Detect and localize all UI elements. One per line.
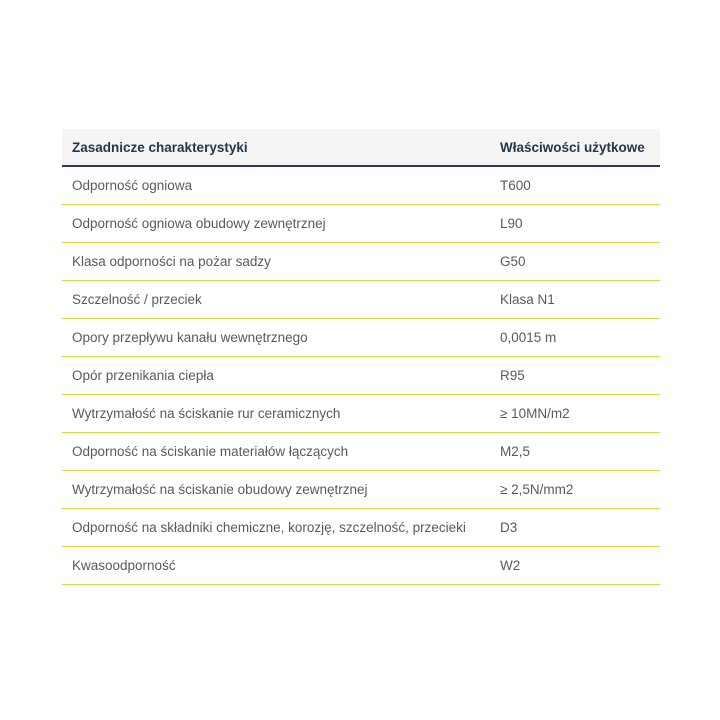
- table-row: [62, 357, 660, 395]
- characteristic-cell: Odporność na ściskanie materiałów łączących: [62, 433, 492, 471]
- performance-cell: ≥ 10MN/m2: [492, 395, 660, 433]
- table-row: [62, 471, 660, 509]
- performance-cell: 0,0015 m: [492, 319, 660, 357]
- performance-cell: M2,5: [492, 433, 660, 471]
- characteristic-cell: Wytrzymałość na ściskanie obudowy zewnętrznej: [62, 471, 492, 509]
- table-row: [62, 319, 660, 357]
- table-row: [62, 433, 660, 471]
- table-row: [62, 547, 660, 585]
- characteristic-cell: Opór przenikania ciepła: [62, 357, 492, 395]
- table-row: [62, 509, 660, 547]
- performance-cell: D3: [492, 509, 660, 547]
- characteristic-cell: Wytrzymałość na ściskanie rur ceramicznych: [62, 395, 492, 433]
- table-row: [62, 281, 660, 319]
- characteristic-cell: Klasa odporności na pożar sadzy: [62, 243, 492, 281]
- table-row: [62, 243, 660, 281]
- table-row: [62, 205, 660, 243]
- performance-cell: G50: [492, 243, 660, 281]
- performance-cell: W2: [492, 547, 660, 585]
- performance-cell: R95: [492, 357, 660, 395]
- performance-cell: Klasa N1: [492, 281, 660, 319]
- characteristic-cell: Opory przepływu kanału wewnętrznego: [62, 319, 492, 357]
- characteristic-cell: Odporność ogniowa obudowy zewnętrznej: [62, 205, 492, 243]
- table-row: [62, 166, 660, 205]
- column-header-characteristics: Zasadnicze charakterystyki: [62, 129, 492, 166]
- specification-table: [62, 129, 660, 585]
- characteristic-cell: Odporność na składniki chemiczne, korozję, szczelność, przecieki: [62, 509, 492, 547]
- table-row: [62, 395, 660, 433]
- table-header-row: [62, 129, 660, 166]
- table-body: [62, 166, 660, 585]
- characteristic-cell: Odporność ogniowa: [62, 166, 492, 205]
- characteristic-cell: Szczelność / przeciek: [62, 281, 492, 319]
- performance-cell: ≥ 2,5N/mm2: [492, 471, 660, 509]
- characteristic-cell: Kwasoodporność: [62, 547, 492, 585]
- performance-cell: T600: [492, 166, 660, 205]
- column-header-performance: Właściwości użytkowe: [492, 129, 660, 166]
- performance-cell: L90: [492, 205, 660, 243]
